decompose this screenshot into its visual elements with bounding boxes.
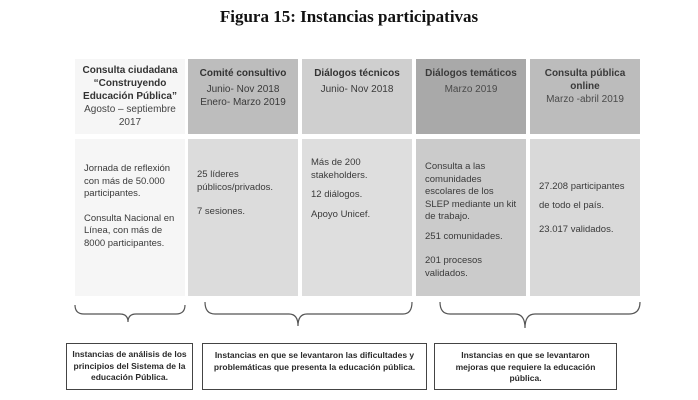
column-date: Marzo 2019 <box>444 84 498 95</box>
summary-box-improvements <box>434 343 617 390</box>
column-item: 251 comunidades. <box>425 230 503 242</box>
brace-left <box>75 305 185 322</box>
column-item: 27.208 participantes de todo el país. <box>539 181 625 211</box>
summary-text: Instancias en que se levantaron mejoras que requiere la educación pública. <box>455 350 596 383</box>
summary-box-principles <box>66 343 193 390</box>
column-date: Enero- Marzo 2019 <box>200 97 286 108</box>
column-date: Marzo -abril 2019 <box>546 94 624 105</box>
column-item: 12 diálogos. <box>311 189 363 200</box>
summary-box-difficulties <box>202 343 427 390</box>
column-item: 7 sesiones. <box>197 206 246 217</box>
column-item: Más de 200 stakeholders. <box>311 157 368 181</box>
column-title: Diálogos técnicos <box>314 68 400 79</box>
column-title: Diálogos temáticos <box>425 68 517 79</box>
column-date: Junio- Nov 2018 <box>320 84 394 95</box>
column-date: Junio- Nov 2018 <box>206 84 280 95</box>
column-item: Jornada de reflexión con más de 50.000 participantes. <box>84 163 171 199</box>
column-date: Agosto – septiembre 2017 <box>84 104 176 128</box>
column-item: 201 procesos validados. <box>425 255 483 279</box>
brace-right <box>440 302 640 328</box>
summary-text: Instancias de análisis de los principios del Sistema de la educación Pública. <box>72 349 187 382</box>
column-item: Apoyo Unicef. <box>311 208 371 220</box>
column-item: 25 líderes públicos/privados. <box>197 169 274 193</box>
column-title: Consulta ciudadana “Construyendo Educación Pública” <box>82 65 178 102</box>
column-item: Consulta a las comunidades escolares de los SLEP mediante un kit de trabajo. <box>425 161 517 222</box>
column-item: 23.017 validados. <box>539 224 614 235</box>
brace-middle <box>205 302 412 326</box>
summary-text: Instancias en que se levantaron las dificultades y problemáticas que presenta la educación pública. <box>213 350 416 372</box>
column-item: Consulta Nacional en Línea, con más de 8000 participantes. <box>84 212 175 249</box>
column-title: Comité consultivo <box>199 68 287 79</box>
column-title: Consulta pública online <box>544 68 626 92</box>
figure-title: Figura 15: Instancias participativas <box>219 7 479 26</box>
